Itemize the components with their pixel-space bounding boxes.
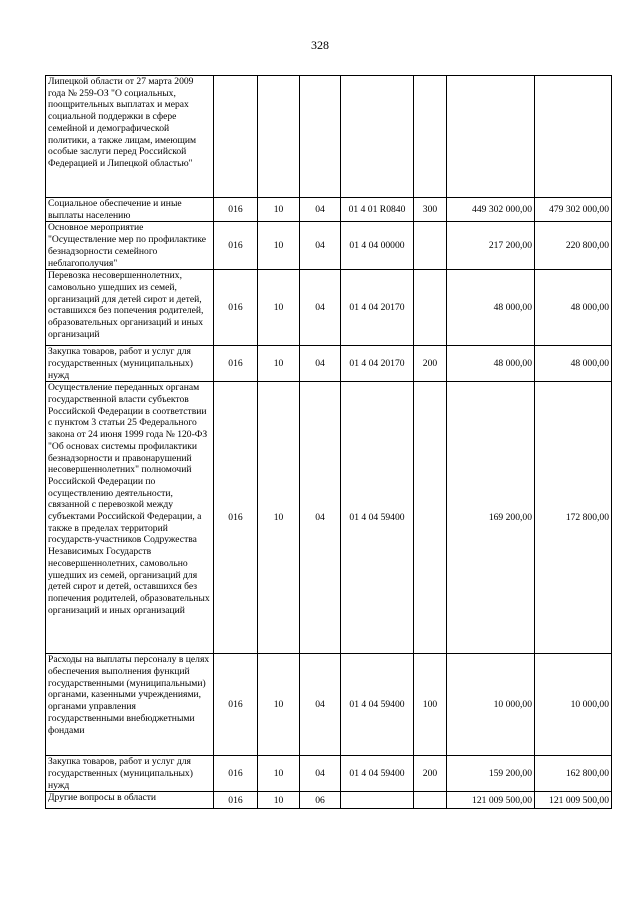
target-article-cell: 01 4 04 59400 — [341, 654, 414, 756]
target-article-cell: 01 4 04 20170 — [341, 270, 414, 346]
row-name-cell: Закупка товаров, работ и услуг для государственных (муниципальных) нужд — [46, 346, 214, 382]
table-row — [46, 382, 612, 654]
budget-table — [45, 75, 612, 809]
amount-year1-cell: 10 000,00 — [447, 654, 535, 756]
subsection-code-cell: 04 — [300, 198, 341, 222]
ministry-code-cell: 016 — [214, 654, 258, 756]
section-code-cell: 10 — [258, 654, 300, 756]
amount-year2-cell: 48 000,00 — [535, 270, 612, 346]
ministry-code-cell — [214, 76, 258, 198]
section-code-cell: 10 — [258, 382, 300, 654]
expense-type-cell — [414, 222, 447, 270]
ministry-code-cell: 016 — [214, 792, 258, 809]
table-row — [46, 654, 612, 756]
subsection-code-cell: 04 — [300, 222, 341, 270]
target-article-cell — [341, 76, 414, 198]
subsection-code-cell: 06 — [300, 792, 341, 809]
amount-year2-cell — [535, 76, 612, 198]
section-code-cell: 10 — [258, 198, 300, 222]
expense-type-cell — [414, 382, 447, 654]
amount-year2-cell: 48 000,00 — [535, 346, 612, 382]
section-code-cell: 10 — [258, 346, 300, 382]
target-article-cell: 01 4 04 20170 — [341, 346, 414, 382]
ministry-code-cell: 016 — [214, 270, 258, 346]
target-article-cell — [341, 792, 414, 809]
table-row — [46, 198, 612, 222]
section-code-cell — [258, 76, 300, 198]
ministry-code-cell: 016 — [214, 198, 258, 222]
expense-type-cell: 300 — [414, 198, 447, 222]
target-article-cell: 01 4 04 59400 — [341, 756, 414, 792]
amount-year2-cell: 162 800,00 — [535, 756, 612, 792]
subsection-code-cell: 04 — [300, 346, 341, 382]
amount-year1-cell: 121 009 500,00 — [447, 792, 535, 809]
page-number: 328 — [311, 38, 329, 52]
subsection-code-cell: 04 — [300, 756, 341, 792]
ministry-code-cell: 016 — [214, 222, 258, 270]
subsection-code-cell: 04 — [300, 654, 341, 756]
expense-type-cell — [414, 792, 447, 809]
row-name-cell: Социальное обеспечение и иные выплаты населению — [46, 198, 214, 222]
section-code-cell: 10 — [258, 222, 300, 270]
table-row — [46, 270, 612, 346]
row-name-cell: Липецкой области от 27 марта 2009 года № 259-ОЗ "О социальных, поощрительных выплатах и мерах социальной поддержки в сфере семейной и демографической политики, а также лицам, имеющим особые заслуги перед Российской Федерацией и Липецкой областью" — [46, 76, 214, 198]
amount-year1-cell — [447, 76, 535, 198]
subsection-code-cell: 04 — [300, 382, 341, 654]
table-row — [46, 346, 612, 382]
amount-year1-cell: 449 302 000,00 — [447, 198, 535, 222]
ministry-code-cell: 016 — [214, 756, 258, 792]
section-code-cell: 10 — [258, 756, 300, 792]
amount-year2-cell: 479 302 000,00 — [535, 198, 612, 222]
subsection-code-cell — [300, 76, 341, 198]
row-name-cell: Перевозка несовершеннолетних, самовольно ушедших из семей, организаций для детей сирот и детей, оставшихся без попечения родителей, образовательных организаций и иных организаций — [46, 270, 214, 346]
expense-type-cell: 100 — [414, 654, 447, 756]
amount-year2-cell: 220 800,00 — [535, 222, 612, 270]
amount-year1-cell: 48 000,00 — [447, 270, 535, 346]
subsection-code-cell: 04 — [300, 270, 341, 346]
row-name-cell: Осуществление переданных органам государственной власти субъектов Российской Федерации в соответствии с пунктом 3 статьи 25 Федерального закона от 24 июня 1999 года № 120-ФЗ "Об основах системы профилактики безнадзорности и правонарушений несовершеннолетних" полномочий Российской Федерации по осуществлению деятельности, связанной с перевозкой между субъектами Российской Федерации, а также в пределах территорий государств-участников Содружества Независимых Государств несовершеннолетних, самовольно ушедших из семей, организаций для детей сирот и детей, оставшихся без попечения родителей, образовательных организаций и иных организаций — [46, 382, 214, 654]
amount-year1-cell: 159 200,00 — [447, 756, 535, 792]
amount-year2-cell: 121 009 500,00 — [535, 792, 612, 809]
table-row — [46, 222, 612, 270]
target-article-cell: 01 4 04 59400 — [341, 382, 414, 654]
table-row — [46, 76, 612, 198]
budget-table-body — [46, 76, 612, 809]
amount-year1-cell: 217 200,00 — [447, 222, 535, 270]
expense-type-cell: 200 — [414, 756, 447, 792]
expense-type-cell — [414, 270, 447, 346]
table-row — [46, 792, 612, 809]
row-name-cell: Другие вопросы в области — [46, 792, 214, 809]
target-article-cell: 01 4 01 R0840 — [341, 198, 414, 222]
ministry-code-cell: 016 — [214, 382, 258, 654]
ministry-code-cell: 016 — [214, 346, 258, 382]
expense-type-cell: 200 — [414, 346, 447, 382]
row-name-cell: Основное мероприятие "Осуществление мер по профилактике безнадзорности семейного неблагополучия" — [46, 222, 214, 270]
expense-type-cell — [414, 76, 447, 198]
table-row — [46, 756, 612, 792]
amount-year2-cell: 172 800,00 — [535, 382, 612, 654]
section-code-cell: 10 — [258, 270, 300, 346]
row-name-cell: Расходы на выплаты персоналу в целях обеспечения выполнения функций государственными (муниципальными) органами, казенными учреждениями, органами управления государственными внебюджетными фондами — [46, 654, 214, 756]
amount-year1-cell: 169 200,00 — [447, 382, 535, 654]
section-code-cell: 10 — [258, 792, 300, 809]
row-name-cell: Закупка товаров, работ и услуг для государственных (муниципальных) нужд — [46, 756, 214, 792]
amount-year1-cell: 48 000,00 — [447, 346, 535, 382]
target-article-cell: 01 4 04 00000 — [341, 222, 414, 270]
amount-year2-cell: 10 000,00 — [535, 654, 612, 756]
